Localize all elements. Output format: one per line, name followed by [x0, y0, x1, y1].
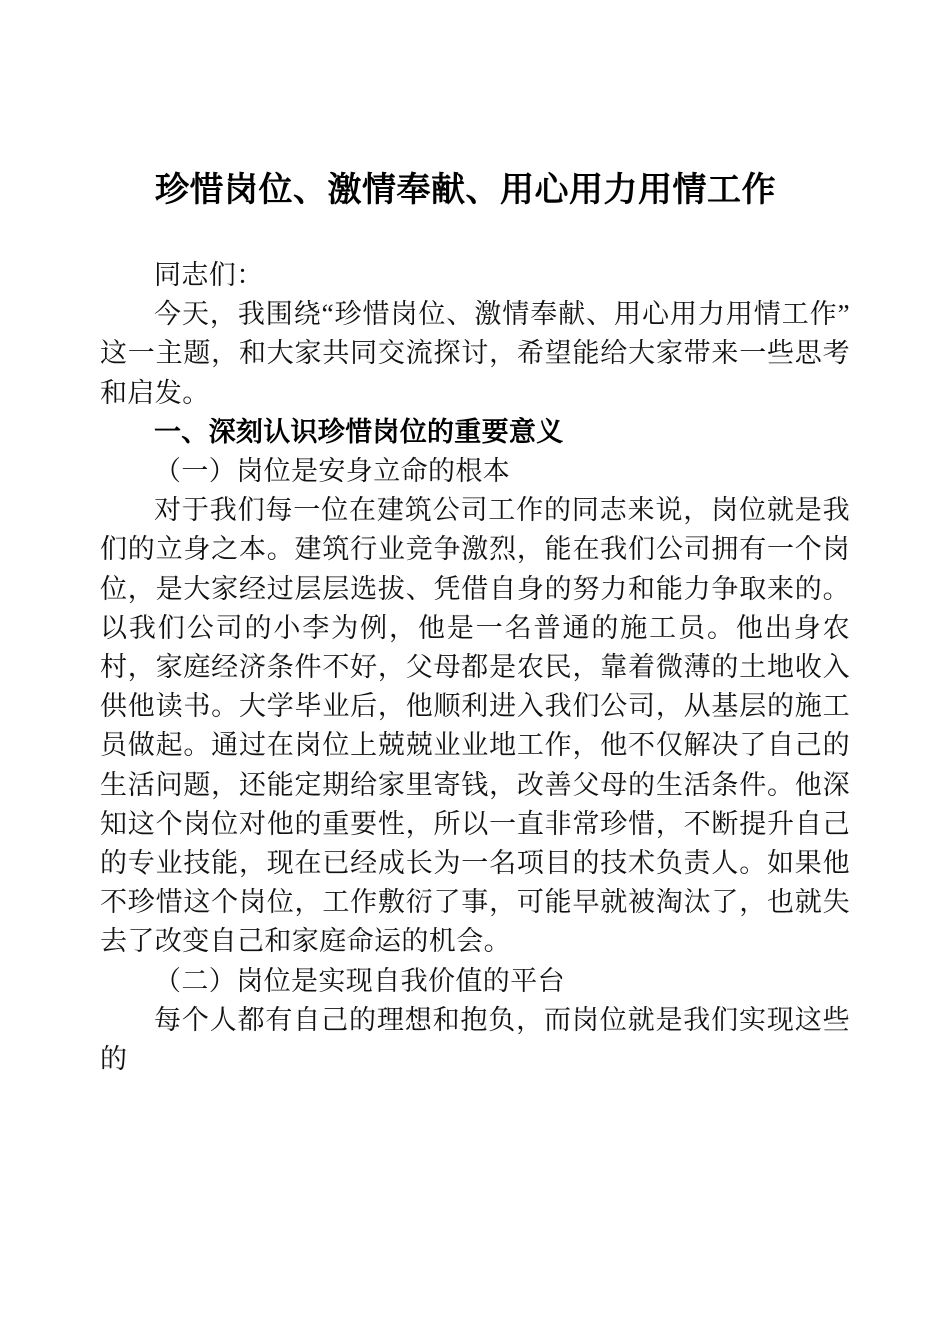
subsection-heading-1-1: （一）岗位是安身立命的根本 — [154, 456, 511, 487]
subsection-heading-1-2: （二）岗位是实现自我价值的平台 — [154, 965, 565, 996]
section-heading-1: 一、深刻认识珍惜岗位的重要意义 — [154, 416, 564, 447]
subsection-body-1-1: 对于我们每一位在建筑公司工作的同志来说，岗位就是我们的立身之本。建筑行业竞争激烈，能在我们公司拥有一个岗位，是大家经过层层选拔、凭借自身的努力和能力争取来的。以我们公司的小李为例，他是一名普通的施工员。他出身农村，家庭经济条件不好，父母都是农民，靠着微薄的土地收入供他读书。大学毕业后，他顺利进入我们公司，从基层的施工员做起。通过在岗位上兢兢业业地工作，他不仅解决了自己的生活问题，还能定期给家里寄钱，改善父母的生活条件。他深知这个岗位对他的重要性，所以一直非常珍惜，不断提升自己的专业技能，现在已经成长为一名项目的技术负责人。如果他不珍惜这个岗位，工作敷衍了事，可能早就被淘汰了，也就失去了改变自己和家庭命运的机会。 — [100, 495, 850, 957]
document-body — [100, 256, 850, 1079]
salutation-line: 同志们： — [154, 260, 264, 290]
intro-paragraph: 今天，我围绕“珍惜岗位、激情奉献、用心用力用情工作”这一主题，和大家共同交流探讨，希望能给大家带来一些思考和启发。 — [100, 299, 850, 408]
document-title: 珍惜岗位、激情奉献、用心用力用情工作 — [155, 171, 776, 209]
subsection-body-1-2: 每个人都有自己的理想和抱负，而岗位就是我们实现这些的 — [100, 1004, 850, 1075]
document-content — [100, 0, 850, 1079]
